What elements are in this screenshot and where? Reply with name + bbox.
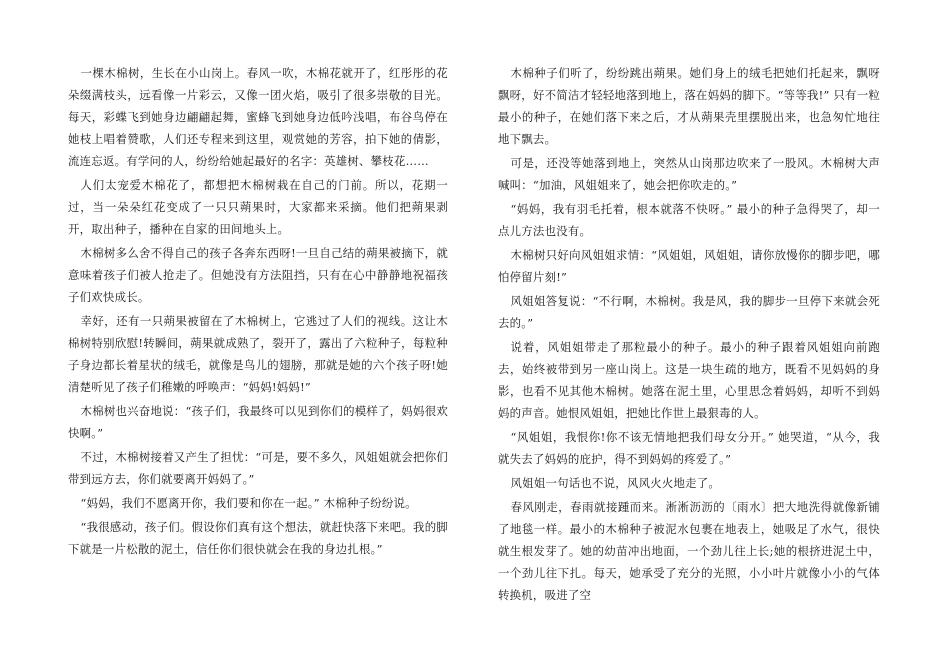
paragraph: 春风刚走，春雨就接踵而来。淅淅沥沥的〔雨水〕把大地洗得就像新铺了地毯一样。最小的木棉种子被泥水包裹在地表上，她吸足了水气，很快就生根发芽了。她的幼苗冲出地面，一个劲儿往上长;她的根挤进泥土中，一个劲儿往下扎。每天，她承受了充分的光照，小小叶片就像小小的气体转换机，吸进了空 [498,500,880,602]
paragraph: “我很感动，孩子们。假设你们真有这个想法，就赶快落下来吧。我的脚下就是一片松散的泥土，信任你们很快就会在我的身边扎根。” [68,520,448,556]
left-text-column [68,62,448,562]
paragraph: 说着，风姐姐带走了那粒最小的种子。最小的种子跟着风姐姐向前跑去，始终被带到另一座山岗上。这是一块生疏的地方，既看不见妈妈的身影，也看不见其他木棉树。她落在泥土里，心里思念着妈妈，却听不到妈妈的声音。她恨风姐姐，把她比作世上最狠毒的人。 [498,340,880,420]
paragraph: 人们太宠爱木棉花了，都想把木棉树栽在自己的门前。所以，花期一过，当一朵朵红花变成了一只只蒴果时，大家都来采摘。他们把蒴果剥开，取出种子，播种在自家的田间地头上。 [68,178,448,236]
paragraph: 木棉树也兴奋地说：“孩子们，我最终可以见到你们的模样了，妈妈很欢快啊。” [68,404,448,440]
right-text-column [498,62,880,608]
paragraph: 一棵木棉树，生长在小山岗上。春风一吹，木棉花就开了，红彤彤的花朵缀满枝头，远看像一片彩云，又像一团火焰，吸引了很多崇敬的目光。每天，彩蝶飞到她身边翩翩起舞，蜜蜂飞到她身边低吟浅唱，布谷鸟停在她枝上唱着赞歌，人们还专程来到这里，观赏她的芳容，拍下她的倩影，流连忘返。有学问的人，纷纷给她起最好的名字：英雄树、攀枝花…… [68,66,448,168]
paragraph: “妈妈，我有羽毛托着，根本就落不快呀。” 最小的种子急得哭了，却一点儿方法也没有。 [498,202,880,238]
paragraph: 木棉种子们听了，纷纷跳出蒴果。她们身上的绒毛把她们托起来，飘呀飘呀，好不简洁才轻轻地落到地上，落在妈妈的脚下。“等等我!” 只有一粒最小的种子，在她们落下来之后，才从蒴果壳里摆脱出来，也急匆忙地往地下飘去。 [498,66,880,146]
paragraph: 可是，还没等她落到地上，突然从山岗那边吹来了一股风。木棉树大声喊叫：“加油，风姐姐来了，她会把你吹走的。” [498,156,880,192]
paragraph: “妈妈，我们不愿离开你，我们要和你在一起。” 木棉种子纷纷说。 [80,496,417,510]
paragraph: 风姐姐一句话也不说，风风火火地走了。 [510,476,721,490]
paragraph: 木棉树多么舍不得自己的孩子各奔东西呀!一旦自己结的蒴果被摘下，就意味着孩子们被人抢走了。但她没有方法阻挡，只有在心中静静地祝福孩子们欢快成长。 [68,246,448,304]
paragraph: “风姐姐，我恨你!你不该无情地把我们母女分开。” 她哭道，“从今，我就失去了妈妈的庇护，得不到妈妈的疼爱了。” [498,430,880,466]
paragraph: 幸好，还有一只蒴果被留在了木棉树上，它逃过了人们的视线。这让木棉树特别欣慰!转瞬间，蒴果就成熟了，裂开了，露出了六粒种子，每粒种子身边都长着星状的绒毛，就像是鸟儿的翅膀，那就是她的六个孩子呀!她清楚听见了孩子们稚嫩的呼唤声：“妈妈!妈妈!” [68,314,448,394]
paragraph: 风姐姐答复说：“不行啊，木棉树。我是风，我的脚步一旦停下来就会死去的。” [498,294,880,330]
paragraph: 不过，木棉树接着又产生了担忧：“可是，要不多久，风姐姐就会把你们带到远方去，你们就要离开妈妈了。” [68,450,448,486]
paragraph: 木棉树只好向风姐姐求情：“风姐姐，风姐姐，请你放慢你的脚步吧，哪怕停留片刻!” [498,248,880,284]
